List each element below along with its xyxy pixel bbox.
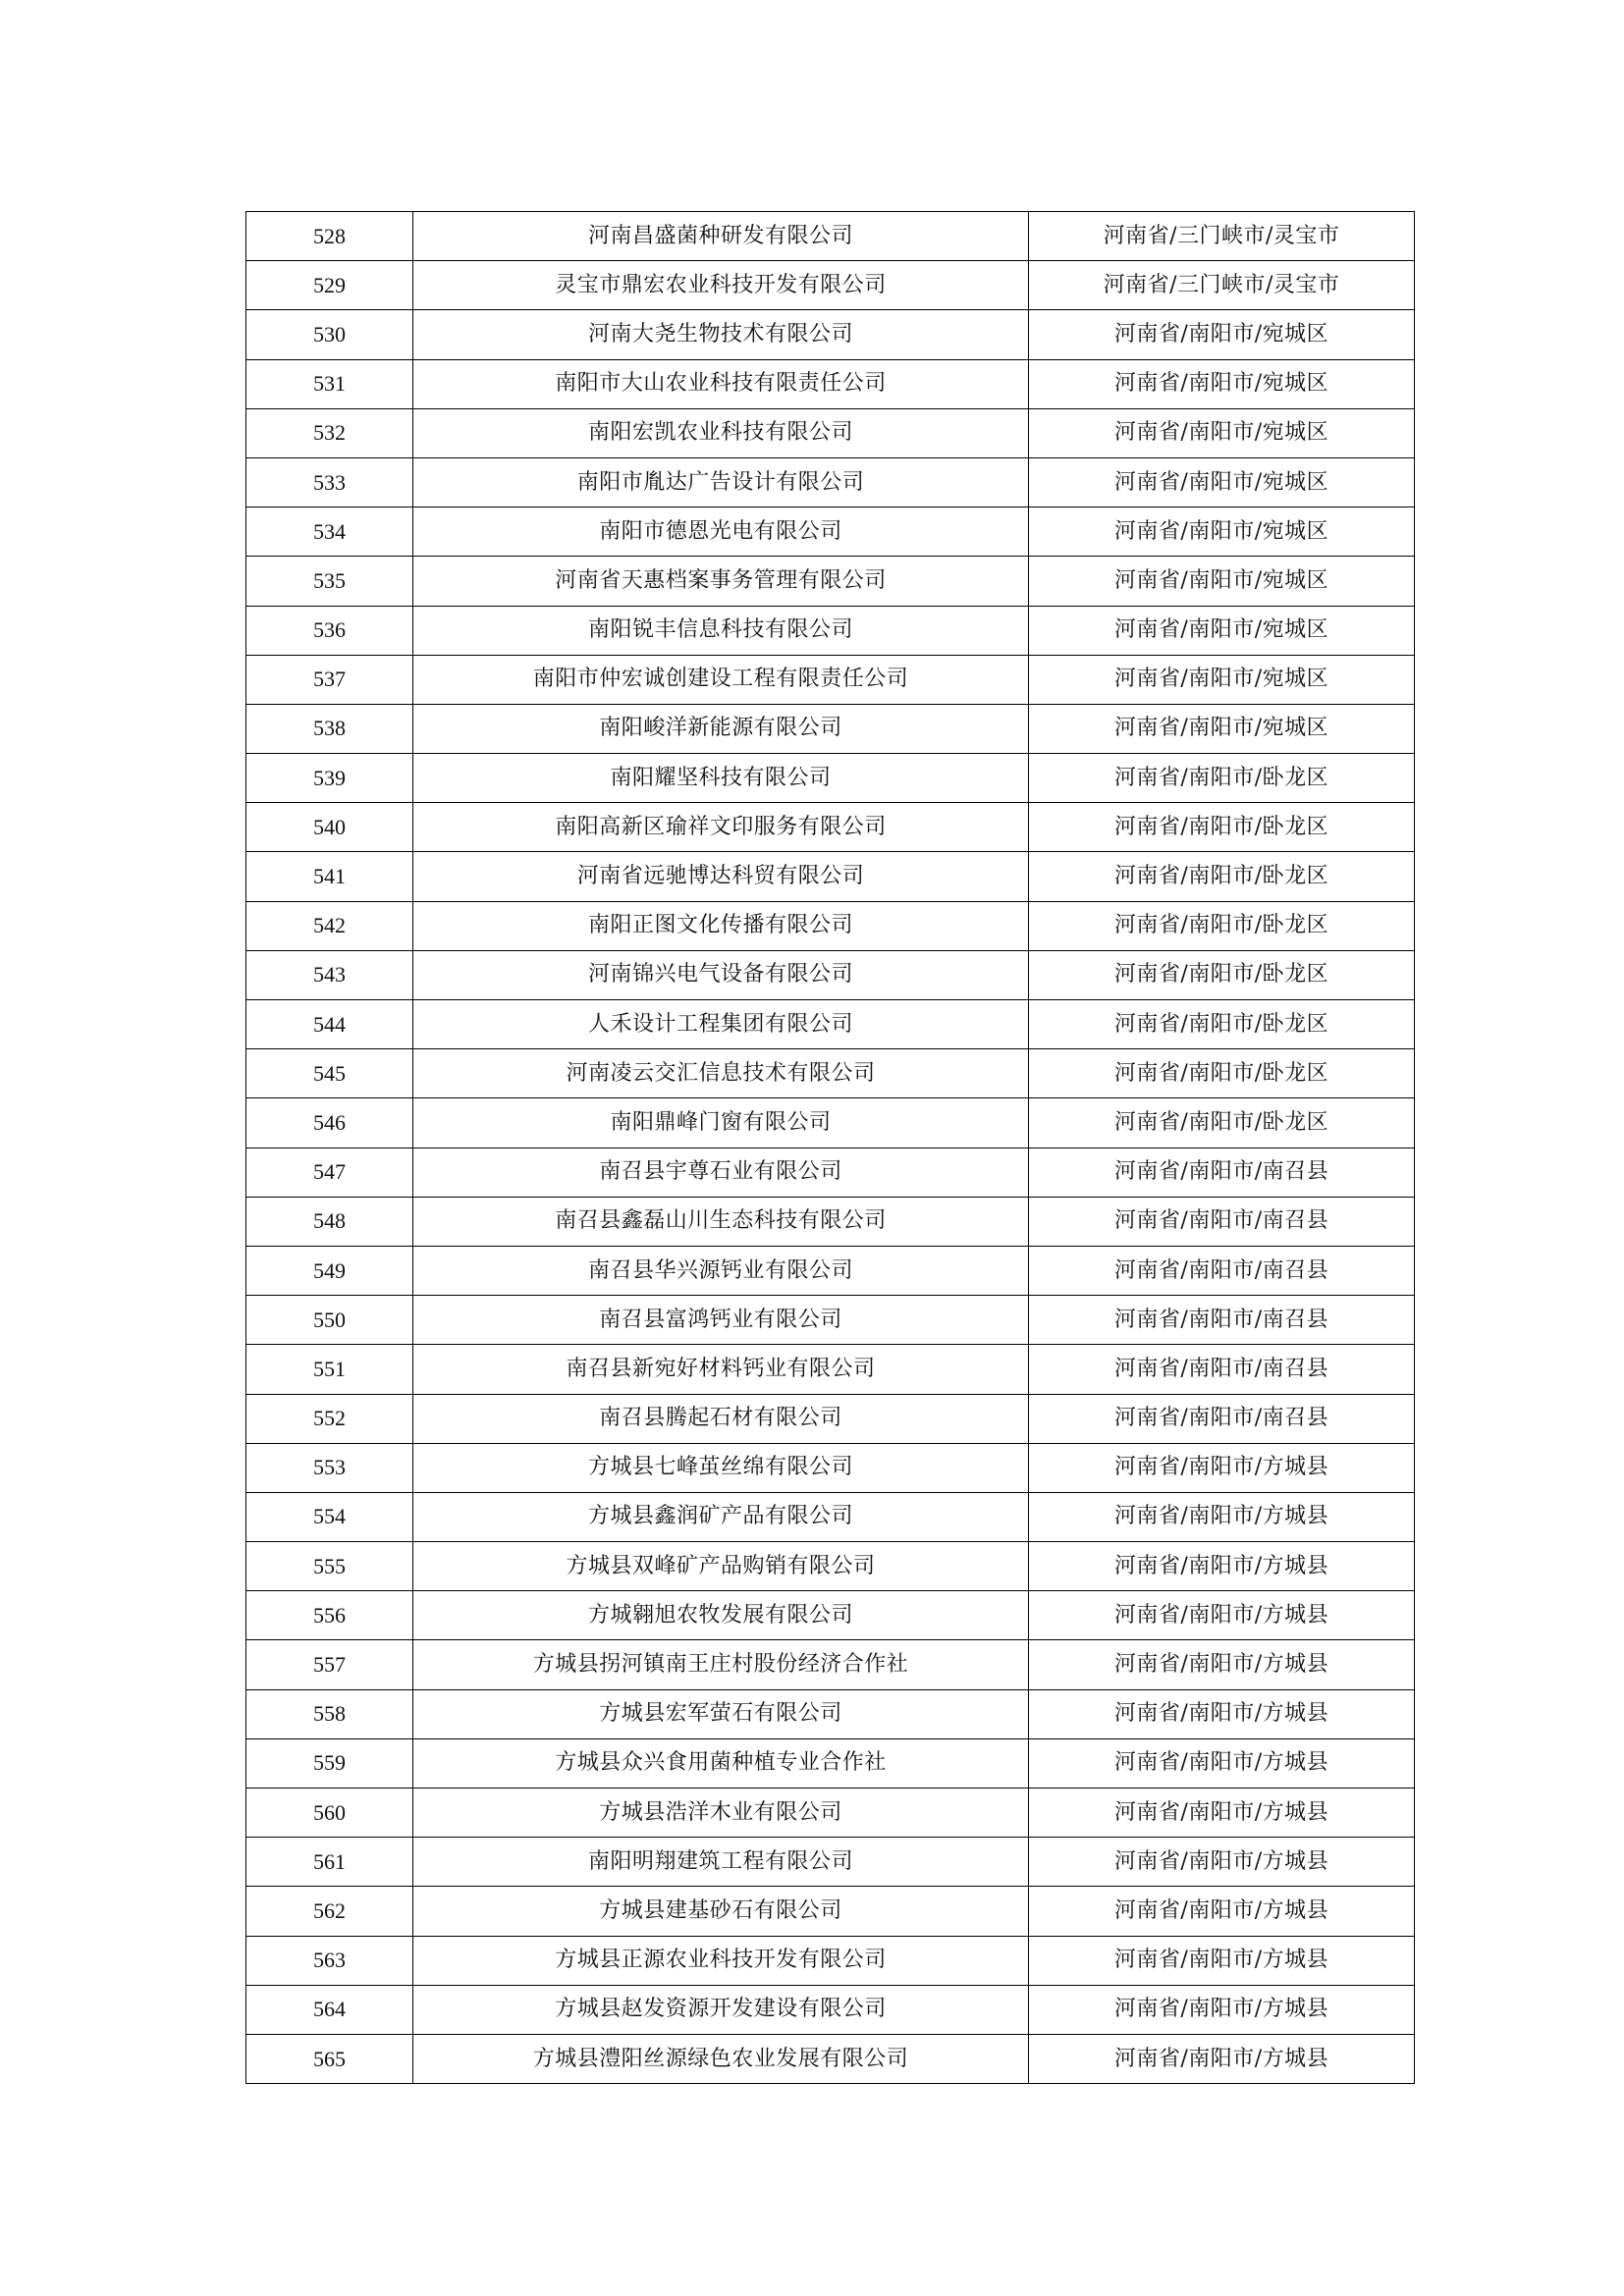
table-row: [246, 1542, 1415, 1591]
region: 河南省/南阳市/南召县: [1029, 1197, 1415, 1246]
row-number: 564: [246, 1985, 413, 2034]
table-row: [246, 408, 1415, 457]
region: 河南省/三门峡市/灵宝市: [1029, 261, 1415, 310]
region: 河南省/南阳市/宛城区: [1029, 606, 1415, 655]
table-row: [246, 1738, 1415, 1788]
region: 河南省/南阳市/宛城区: [1029, 408, 1415, 457]
row-number: 558: [246, 1689, 413, 1738]
company-name: 方城县双峰矿产品购销有限公司: [413, 1542, 1029, 1591]
row-number: 534: [246, 507, 413, 557]
region: 河南省/南阳市/卧龙区: [1029, 901, 1415, 950]
table-row: [246, 1345, 1415, 1394]
row-number: 556: [246, 1591, 413, 1640]
row-number: 536: [246, 606, 413, 655]
company-name: 南召县新宛好材料钙业有限公司: [413, 1345, 1029, 1394]
company-name: 河南锦兴电气设备有限公司: [413, 950, 1029, 999]
company-name: 南召县鑫磊山川生态科技有限公司: [413, 1197, 1029, 1246]
table-row: [246, 212, 1415, 261]
company-name: 南阳市德恩光电有限公司: [413, 507, 1029, 557]
table-row: [246, 359, 1415, 408]
company-name: 灵宝市鼎宏农业科技开发有限公司: [413, 261, 1029, 310]
row-number: 539: [246, 754, 413, 803]
row-number: 528: [246, 212, 413, 261]
table-row: [246, 261, 1415, 310]
region: 河南省/南阳市/卧龙区: [1029, 852, 1415, 901]
region: 河南省/南阳市/卧龙区: [1029, 950, 1415, 999]
table-row: [246, 1443, 1415, 1492]
region: 河南省/南阳市/方城县: [1029, 1738, 1415, 1788]
row-number: 562: [246, 1887, 413, 1936]
table-row: [246, 1394, 1415, 1443]
company-name: 方城翱旭农牧发展有限公司: [413, 1591, 1029, 1640]
company-name: 方城县赵发资源开发建设有限公司: [413, 1985, 1029, 2034]
row-number: 551: [246, 1345, 413, 1394]
company-name: 南阳市胤达广告设计有限公司: [413, 457, 1029, 507]
table-row: [246, 1246, 1415, 1295]
table-body: [246, 212, 1415, 2084]
table-row: [246, 754, 1415, 803]
region: 河南省/南阳市/方城县: [1029, 1985, 1415, 2034]
company-name: 南阳明翔建筑工程有限公司: [413, 1838, 1029, 1887]
row-number: 547: [246, 1148, 413, 1197]
row-number: 541: [246, 852, 413, 901]
region: 河南省/南阳市/南召县: [1029, 1296, 1415, 1345]
table-row: [246, 1000, 1415, 1049]
company-name: 南阳峻洋新能源有限公司: [413, 704, 1029, 753]
company-table: [245, 211, 1415, 2084]
table-row: [246, 1936, 1415, 1985]
region: 河南省/南阳市/宛城区: [1029, 457, 1415, 507]
company-name: 方城县拐河镇南王庄村股份经济合作社: [413, 1640, 1029, 1689]
company-name: 河南凌云交汇信息技术有限公司: [413, 1049, 1029, 1098]
row-number: 542: [246, 901, 413, 950]
company-name: 南召县富鸿钙业有限公司: [413, 1296, 1029, 1345]
region: 河南省/南阳市/南召县: [1029, 1246, 1415, 1295]
region: 河南省/南阳市/卧龙区: [1029, 754, 1415, 803]
table-row: [246, 507, 1415, 557]
region: 河南省/南阳市/方城县: [1029, 1542, 1415, 1591]
region: 河南省/南阳市/宛城区: [1029, 359, 1415, 408]
row-number: 535: [246, 557, 413, 606]
region: 河南省/南阳市/宛城区: [1029, 655, 1415, 704]
region: 河南省/南阳市/卧龙区: [1029, 1098, 1415, 1148]
table-row: [246, 1985, 1415, 2034]
region: 河南省/南阳市/方城县: [1029, 2034, 1415, 2083]
row-number: 561: [246, 1838, 413, 1887]
company-name: 河南昌盛菌种研发有限公司: [413, 212, 1029, 261]
table-row: [246, 1049, 1415, 1098]
company-name: 方城县众兴食用菌种植专业合作社: [413, 1738, 1029, 1788]
table-row: [246, 1789, 1415, 1838]
table-row: [246, 1098, 1415, 1148]
table-row: [246, 1492, 1415, 1541]
company-name: 河南大尧生物技术有限公司: [413, 310, 1029, 359]
region: 河南省/南阳市/方城县: [1029, 1591, 1415, 1640]
company-name: 南阳鼎峰门窗有限公司: [413, 1098, 1029, 1148]
row-number: 529: [246, 261, 413, 310]
region: 河南省/南阳市/方城县: [1029, 1492, 1415, 1541]
company-name: 方城县七峰茧丝绵有限公司: [413, 1443, 1029, 1492]
table-row: [246, 310, 1415, 359]
row-number: 530: [246, 310, 413, 359]
region: 河南省/南阳市/卧龙区: [1029, 1000, 1415, 1049]
row-number: 538: [246, 704, 413, 753]
region: 河南省/南阳市/宛城区: [1029, 507, 1415, 557]
table-row: [246, 704, 1415, 753]
row-number: 563: [246, 1936, 413, 1985]
table-row: [246, 1197, 1415, 1246]
region: 河南省/南阳市/方城县: [1029, 1443, 1415, 1492]
company-name: 南阳市仲宏诚创建设工程有限责任公司: [413, 655, 1029, 704]
company-name: 南阳锐丰信息科技有限公司: [413, 606, 1029, 655]
company-name: 南阳高新区瑜祥文印服务有限公司: [413, 803, 1029, 852]
row-number: 554: [246, 1492, 413, 1541]
region: 河南省/南阳市/方城县: [1029, 1640, 1415, 1689]
region: 河南省/南阳市/卧龙区: [1029, 803, 1415, 852]
region: 河南省/南阳市/方城县: [1029, 1838, 1415, 1887]
region: 河南省/南阳市/卧龙区: [1029, 1049, 1415, 1098]
row-number: 560: [246, 1789, 413, 1838]
region: 河南省/南阳市/宛城区: [1029, 704, 1415, 753]
row-number: 537: [246, 655, 413, 704]
table-row: [246, 803, 1415, 852]
region: 河南省/南阳市/方城县: [1029, 1936, 1415, 1985]
table-row: [246, 852, 1415, 901]
company-name: 方城县鑫润矿产品有限公司: [413, 1492, 1029, 1541]
region: 河南省/南阳市/方城县: [1029, 1789, 1415, 1838]
company-name: 人禾设计工程集团有限公司: [413, 1000, 1029, 1049]
table-row: [246, 606, 1415, 655]
region: 河南省/南阳市/南召县: [1029, 1345, 1415, 1394]
company-name: 南召县腾起石材有限公司: [413, 1394, 1029, 1443]
company-name: 南阳耀坚科技有限公司: [413, 754, 1029, 803]
row-number: 545: [246, 1049, 413, 1098]
company-name: 河南省远驰博达科贸有限公司: [413, 852, 1029, 901]
company-name: 方城县浩洋木业有限公司: [413, 1789, 1029, 1838]
row-number: 550: [246, 1296, 413, 1345]
row-number: 555: [246, 1542, 413, 1591]
table-row: [246, 1887, 1415, 1936]
row-number: 544: [246, 1000, 413, 1049]
row-number: 553: [246, 1443, 413, 1492]
region: 河南省/南阳市/宛城区: [1029, 310, 1415, 359]
table-row: [246, 1296, 1415, 1345]
row-number: 552: [246, 1394, 413, 1443]
table-row: [246, 655, 1415, 704]
row-number: 543: [246, 950, 413, 999]
company-name: 南阳宏凯农业科技有限公司: [413, 408, 1029, 457]
row-number: 565: [246, 2034, 413, 2083]
row-number: 546: [246, 1098, 413, 1148]
row-number: 549: [246, 1246, 413, 1295]
company-name: 方城县澧阳丝源绿色农业发展有限公司: [413, 2034, 1029, 2083]
table-row: [246, 1689, 1415, 1738]
table-row: [246, 1838, 1415, 1887]
table-row: [246, 557, 1415, 606]
table-row: [246, 950, 1415, 999]
region: 河南省/南阳市/方城县: [1029, 1887, 1415, 1936]
region: 河南省/南阳市/方城县: [1029, 1689, 1415, 1738]
row-number: 532: [246, 408, 413, 457]
table-row: [246, 1148, 1415, 1197]
company-name: 河南省天惠档案事务管理有限公司: [413, 557, 1029, 606]
company-name: 方城县建基砂石有限公司: [413, 1887, 1029, 1936]
table-row: [246, 1591, 1415, 1640]
company-name: 南阳市大山农业科技有限责任公司: [413, 359, 1029, 408]
region: 河南省/南阳市/宛城区: [1029, 557, 1415, 606]
company-name: 南召县华兴源钙业有限公司: [413, 1246, 1029, 1295]
company-name: 南召县宇尊石业有限公司: [413, 1148, 1029, 1197]
row-number: 531: [246, 359, 413, 408]
table-row: [246, 901, 1415, 950]
row-number: 533: [246, 457, 413, 507]
company-name: 南阳正图文化传播有限公司: [413, 901, 1029, 950]
table-row: [246, 457, 1415, 507]
table-row: [246, 1640, 1415, 1689]
region: 河南省/三门峡市/灵宝市: [1029, 212, 1415, 261]
region: 河南省/南阳市/南召县: [1029, 1148, 1415, 1197]
row-number: 557: [246, 1640, 413, 1689]
table-row: [246, 2034, 1415, 2083]
company-name: 方城县宏军萤石有限公司: [413, 1689, 1029, 1738]
row-number: 559: [246, 1738, 413, 1788]
company-name: 方城县正源农业科技开发有限公司: [413, 1936, 1029, 1985]
region: 河南省/南阳市/南召县: [1029, 1394, 1415, 1443]
row-number: 548: [246, 1197, 413, 1246]
row-number: 540: [246, 803, 413, 852]
